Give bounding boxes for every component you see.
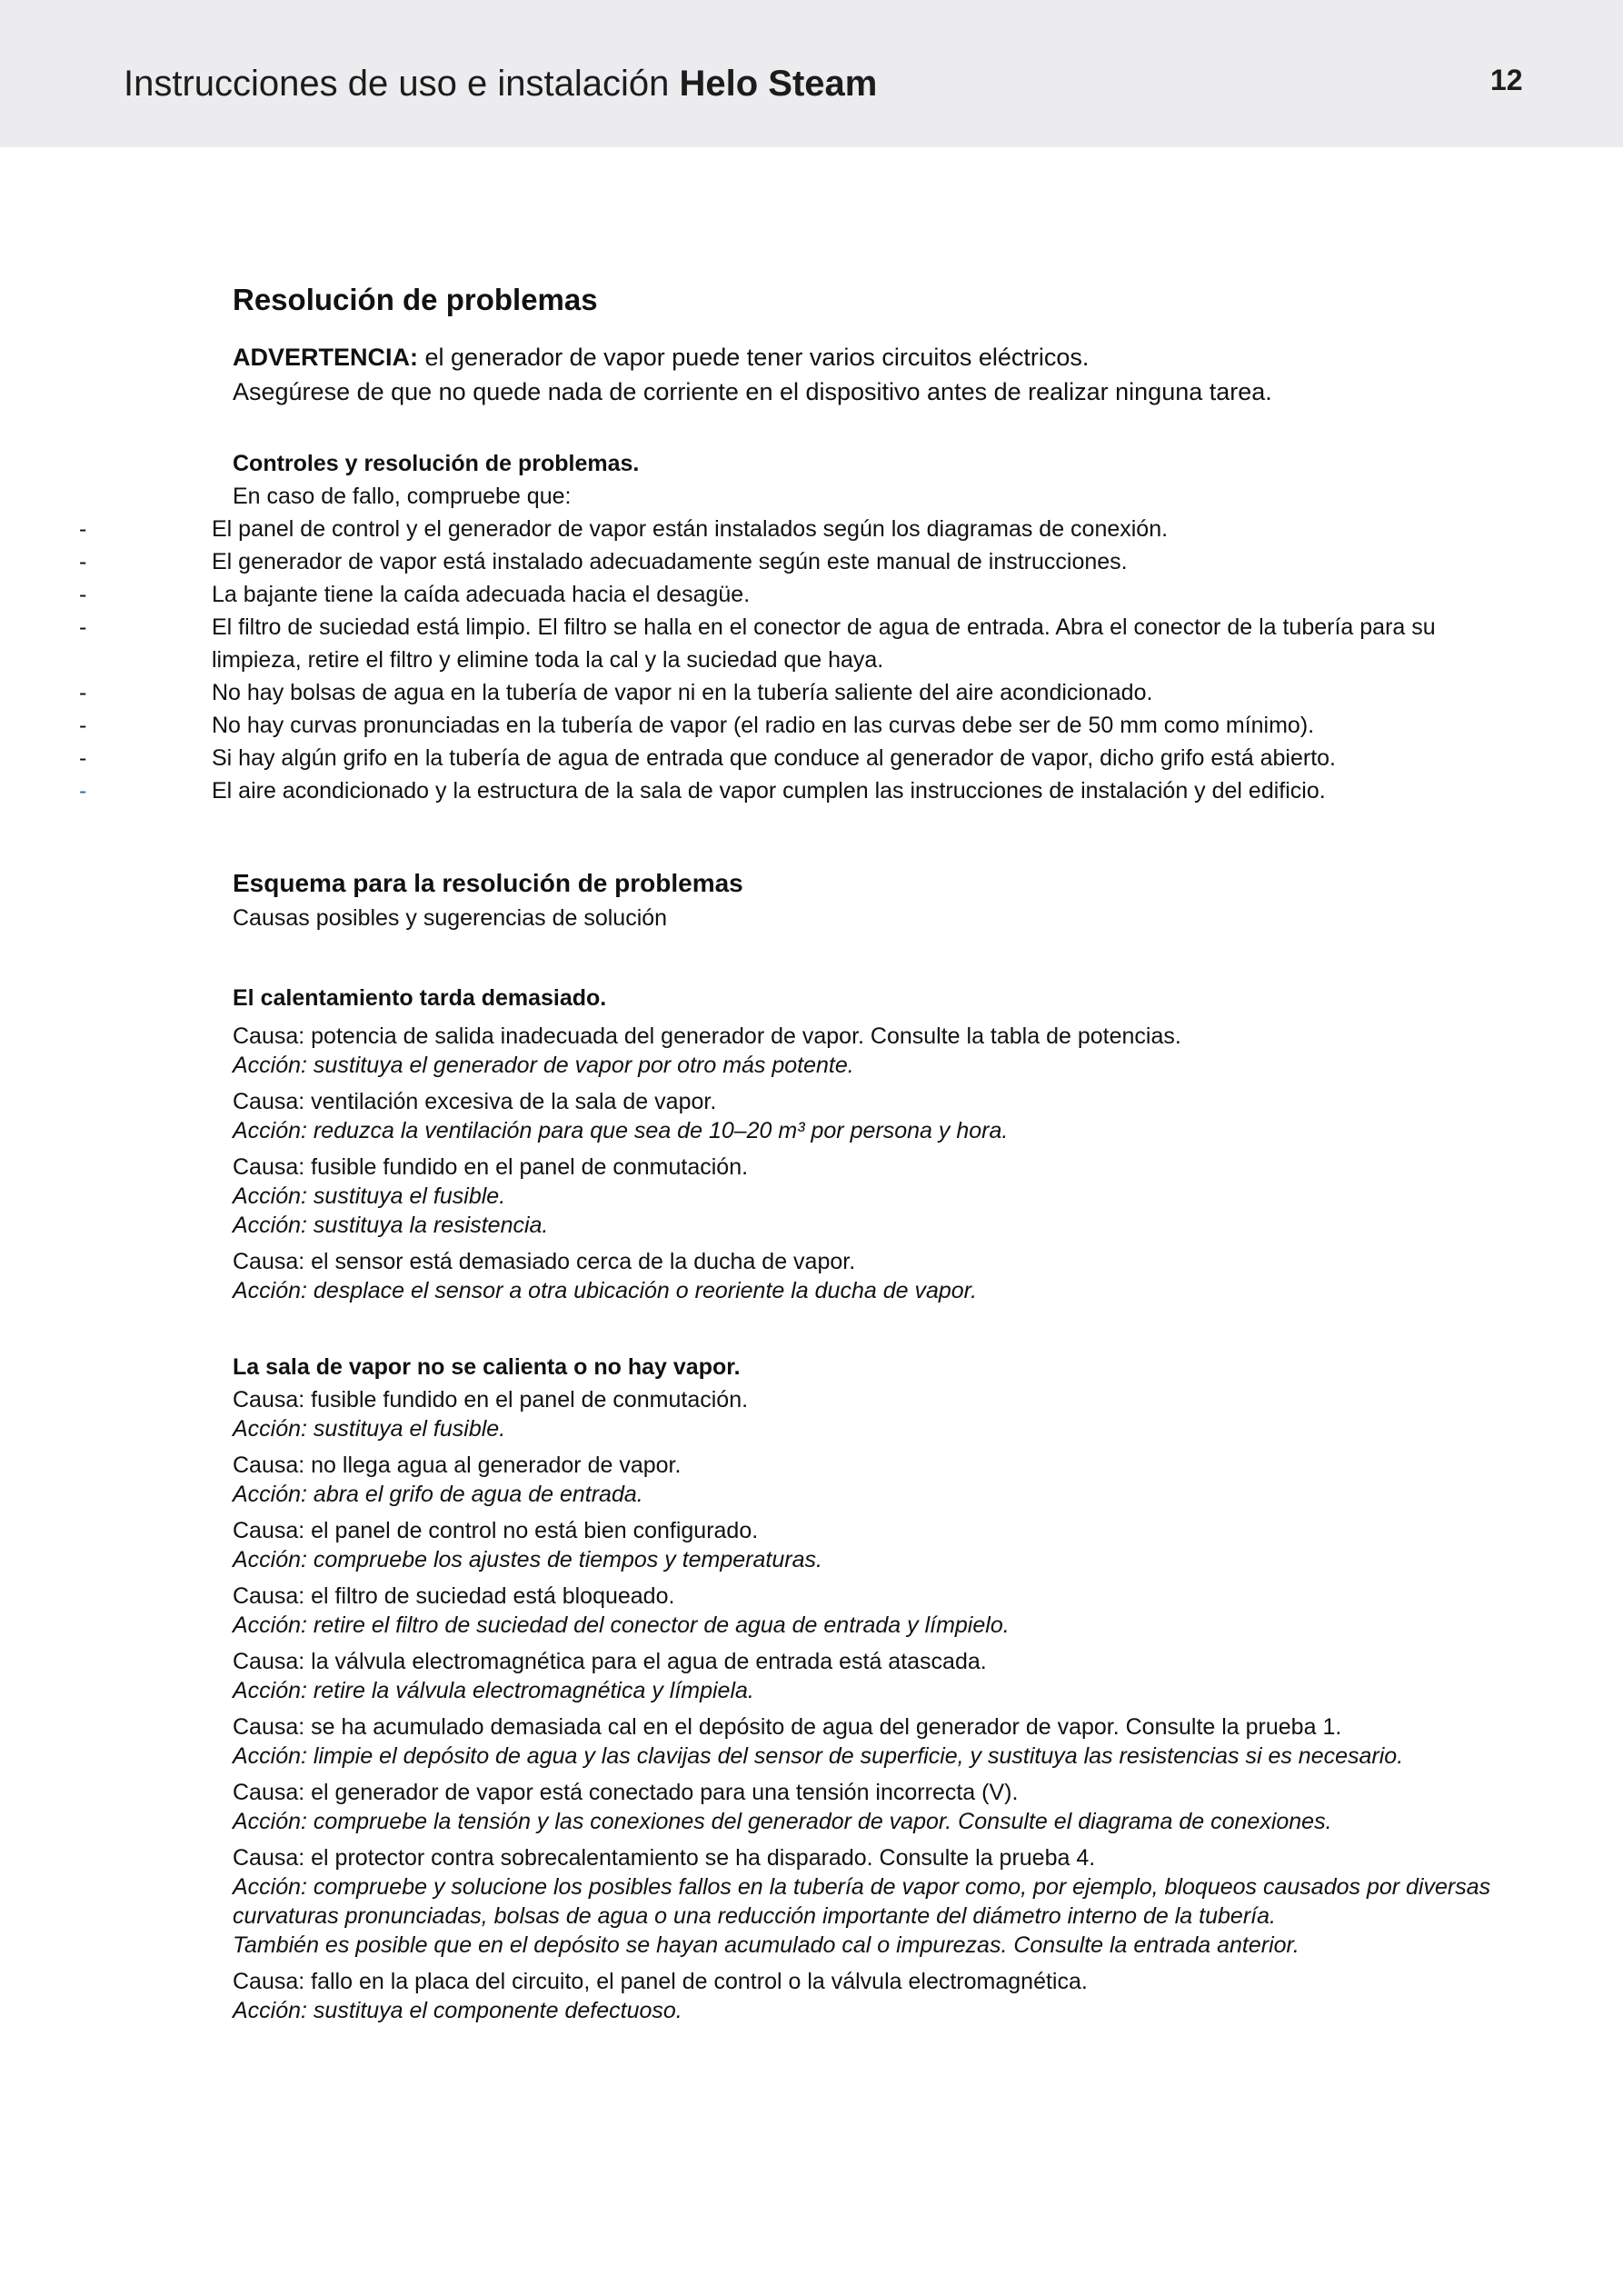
cause-entry — [233, 1247, 1514, 1305]
title-product: Helo Steam — [679, 64, 878, 104]
action-text: También es posible que en el depósito se hayan acumulado cal o impurezas. Consulte la entrada anterior. — [233, 1932, 1299, 1958]
cause-text: Causa: no llega agua al generador de vapor. — [233, 1452, 682, 1478]
list-item-text: No hay bolsas de agua en la tubería de vapor ni en la tubería saliente del aire acondicionado. — [212, 680, 1153, 705]
list-item — [79, 513, 1511, 545]
action-text: Acción: sustituya el fusible. — [233, 1183, 506, 1209]
action-text: Acción: sustituya el fusible. — [233, 1416, 506, 1442]
cause-entry — [233, 1516, 1514, 1574]
warning-label: ADVERTENCIA: — [233, 344, 419, 371]
list-item-text: El panel de control y el generador de vapor están instalados según los diagramas de conexión. — [212, 516, 1169, 542]
action-text: Acción: limpie el depósito de agua y las clavijas del sensor de superficie, y sustituya las resistencias si es necesario. — [233, 1743, 1404, 1769]
scheme-subtitle: Causas posibles y sugerencias de solución — [233, 905, 668, 931]
list-item-text: No hay curvas pronunciadas en la tubería de vapor (el radio en las curvas debe ser de 50 mm como mínimo). — [212, 713, 1315, 738]
problem2-causes — [233, 1385, 1514, 2025]
section-title: Resolución de problemas — [233, 283, 598, 316]
cause-text: Causa: ventilación excesiva de la sala de vapor. — [233, 1089, 717, 1114]
problem2-title: La sala de vapor no se calienta o no hay vapor. — [233, 1354, 741, 1380]
page-content — [79, 280, 1514, 2025]
list-item — [79, 676, 1511, 709]
list-item — [79, 742, 1511, 774]
action-text: Acción: compruebe la tensión y las conexiones del generador de vapor. Consulte el diagrama de conexiones. — [233, 1809, 1332, 1834]
controls-title: Controles y resolución de problemas. — [233, 451, 640, 476]
problem1-title: El calentamiento tarda demasiado. — [233, 985, 607, 1011]
dash-bullet: - — [79, 516, 87, 542]
dash-bullet: - — [79, 778, 87, 804]
cause-text: Causa: fallo en la placa del circuito, el panel de control o la válvula electromagnética. — [233, 1969, 1088, 1994]
action-text: Acción: sustituya el componente defectuoso. — [233, 1998, 682, 2023]
list-item — [79, 611, 1511, 676]
list-item-text: Si hay algún grifo en la tubería de agua de entrada que conduce al generador de vapor, dicho grifo está abierto. — [212, 745, 1336, 771]
action-text: Acción: retire el filtro de suciedad del conector de agua de entrada y límpielo. — [233, 1612, 1010, 1638]
cause-text: Causa: el protector contra sobrecalentamiento se ha disparado. Consulte la prueba 4. — [233, 1845, 1096, 1871]
list-item-text: El aire acondicionado y la estructura de la sala de vapor cumplen las instrucciones de instalación y del edificio. — [212, 778, 1326, 804]
list-item-text: El generador de vapor está instalado adecuadamente según este manual de instrucciones. — [212, 549, 1128, 574]
cause-entry — [233, 1451, 1514, 1509]
warning-line1: el generador de vapor puede tener varios circuitos eléctricos. — [418, 344, 1090, 371]
cause-entry — [233, 1582, 1514, 1640]
title-plain: Instrucciones de uso e instalación — [124, 64, 670, 104]
action-text: Acción: reduzca la ventilación para que sea de 10–20 m³ por persona y hora. — [233, 1118, 1009, 1143]
cause-text: Causa: potencia de salida inadecuada del generador de vapor. Consulte la tabla de potencias. — [233, 1023, 1181, 1049]
dash-bullet: - — [79, 549, 87, 574]
list-item — [79, 545, 1511, 578]
page-number: 12 — [1490, 64, 1523, 96]
checklist — [79, 513, 1511, 807]
warning-block — [233, 340, 1514, 409]
cause-entry — [233, 1778, 1514, 1836]
action-text: Acción: sustituya el generador de vapor por otro más potente. — [233, 1053, 854, 1078]
list-item — [79, 709, 1511, 742]
cause-entry — [233, 1712, 1514, 1771]
cause-entry — [233, 1843, 1514, 1960]
cause-text: Causa: el panel de control no está bien configurado. — [233, 1518, 759, 1543]
document-title — [124, 64, 877, 105]
list-item-text: La bajante tiene la caída adecuada hacia el desagüe. — [212, 582, 751, 607]
list-item — [79, 578, 1511, 611]
controls-intro: En caso de fallo, compruebe que: — [233, 484, 572, 509]
cause-entry — [233, 1087, 1514, 1145]
cause-entry — [233, 1385, 1514, 1443]
cause-text: Causa: el generador de vapor está conectado para una tensión incorrecta (V). — [233, 1780, 1019, 1805]
list-item — [79, 774, 1511, 807]
dash-bullet: - — [79, 680, 87, 705]
cause-text: Causa: la válvula electromagnética para el agua de entrada está atascada. — [233, 1649, 987, 1674]
action-text: Acción: compruebe y solucione los posibles fallos en la tubería de vapor como, por ejemplo, bloqueos causados por diversas curvaturas pronunciadas, bolsas de agua o una reducción importante del diámetro interno de la tubería. — [233, 1874, 1491, 1929]
action-text: Acción: retire la válvula electromagnética y límpiela. — [233, 1678, 754, 1703]
dash-bullet: - — [79, 582, 87, 607]
action-text: Acción: abra el grifo de agua de entrada. — [233, 1482, 643, 1507]
cause-entry — [233, 1647, 1514, 1705]
page-header — [0, 0, 1623, 147]
cause-text: Causa: el filtro de suciedad está bloqueado. — [233, 1583, 675, 1609]
action-text: Acción: desplace el sensor a otra ubicación o reoriente la ducha de vapor. — [233, 1278, 978, 1303]
scheme-title: Esquema para la resolución de problemas — [233, 869, 743, 897]
dash-bullet: - — [79, 745, 87, 771]
cause-text: Causa: fusible fundido en el panel de conmutación. — [233, 1387, 749, 1413]
list-item-text: El filtro de suciedad está limpio. El filtro se halla en el conector de agua de entrada. Abra el conector de la tubería para su limpieza, retire el filtro y elimine toda la cal y la suciedad que haya. — [212, 614, 1436, 673]
dash-bullet: - — [79, 713, 87, 738]
cause-text: Causa: el sensor está demasiado cerca de la ducha de vapor. — [233, 1249, 856, 1274]
cause-entry — [233, 1967, 1514, 2025]
action-text: Acción: sustituya la resistencia. — [233, 1213, 549, 1238]
cause-text: Causa: fusible fundido en el panel de conmutación. — [233, 1154, 749, 1180]
cause-text: Causa: se ha acumulado demasiada cal en el depósito de agua del generador de vapor. Consulte la prueba 1. — [233, 1714, 1342, 1740]
dash-bullet: - — [79, 614, 87, 640]
cause-entry — [233, 1153, 1514, 1240]
warning-line2: Asegúrese de que no quede nada de corriente en el dispositivo antes de realizar ninguna tarea. — [233, 378, 1272, 405]
problem1-causes — [233, 1022, 1514, 1305]
action-text: Acción: compruebe los ajustes de tiempos y temperaturas. — [233, 1547, 822, 1572]
cause-entry — [233, 1022, 1514, 1080]
